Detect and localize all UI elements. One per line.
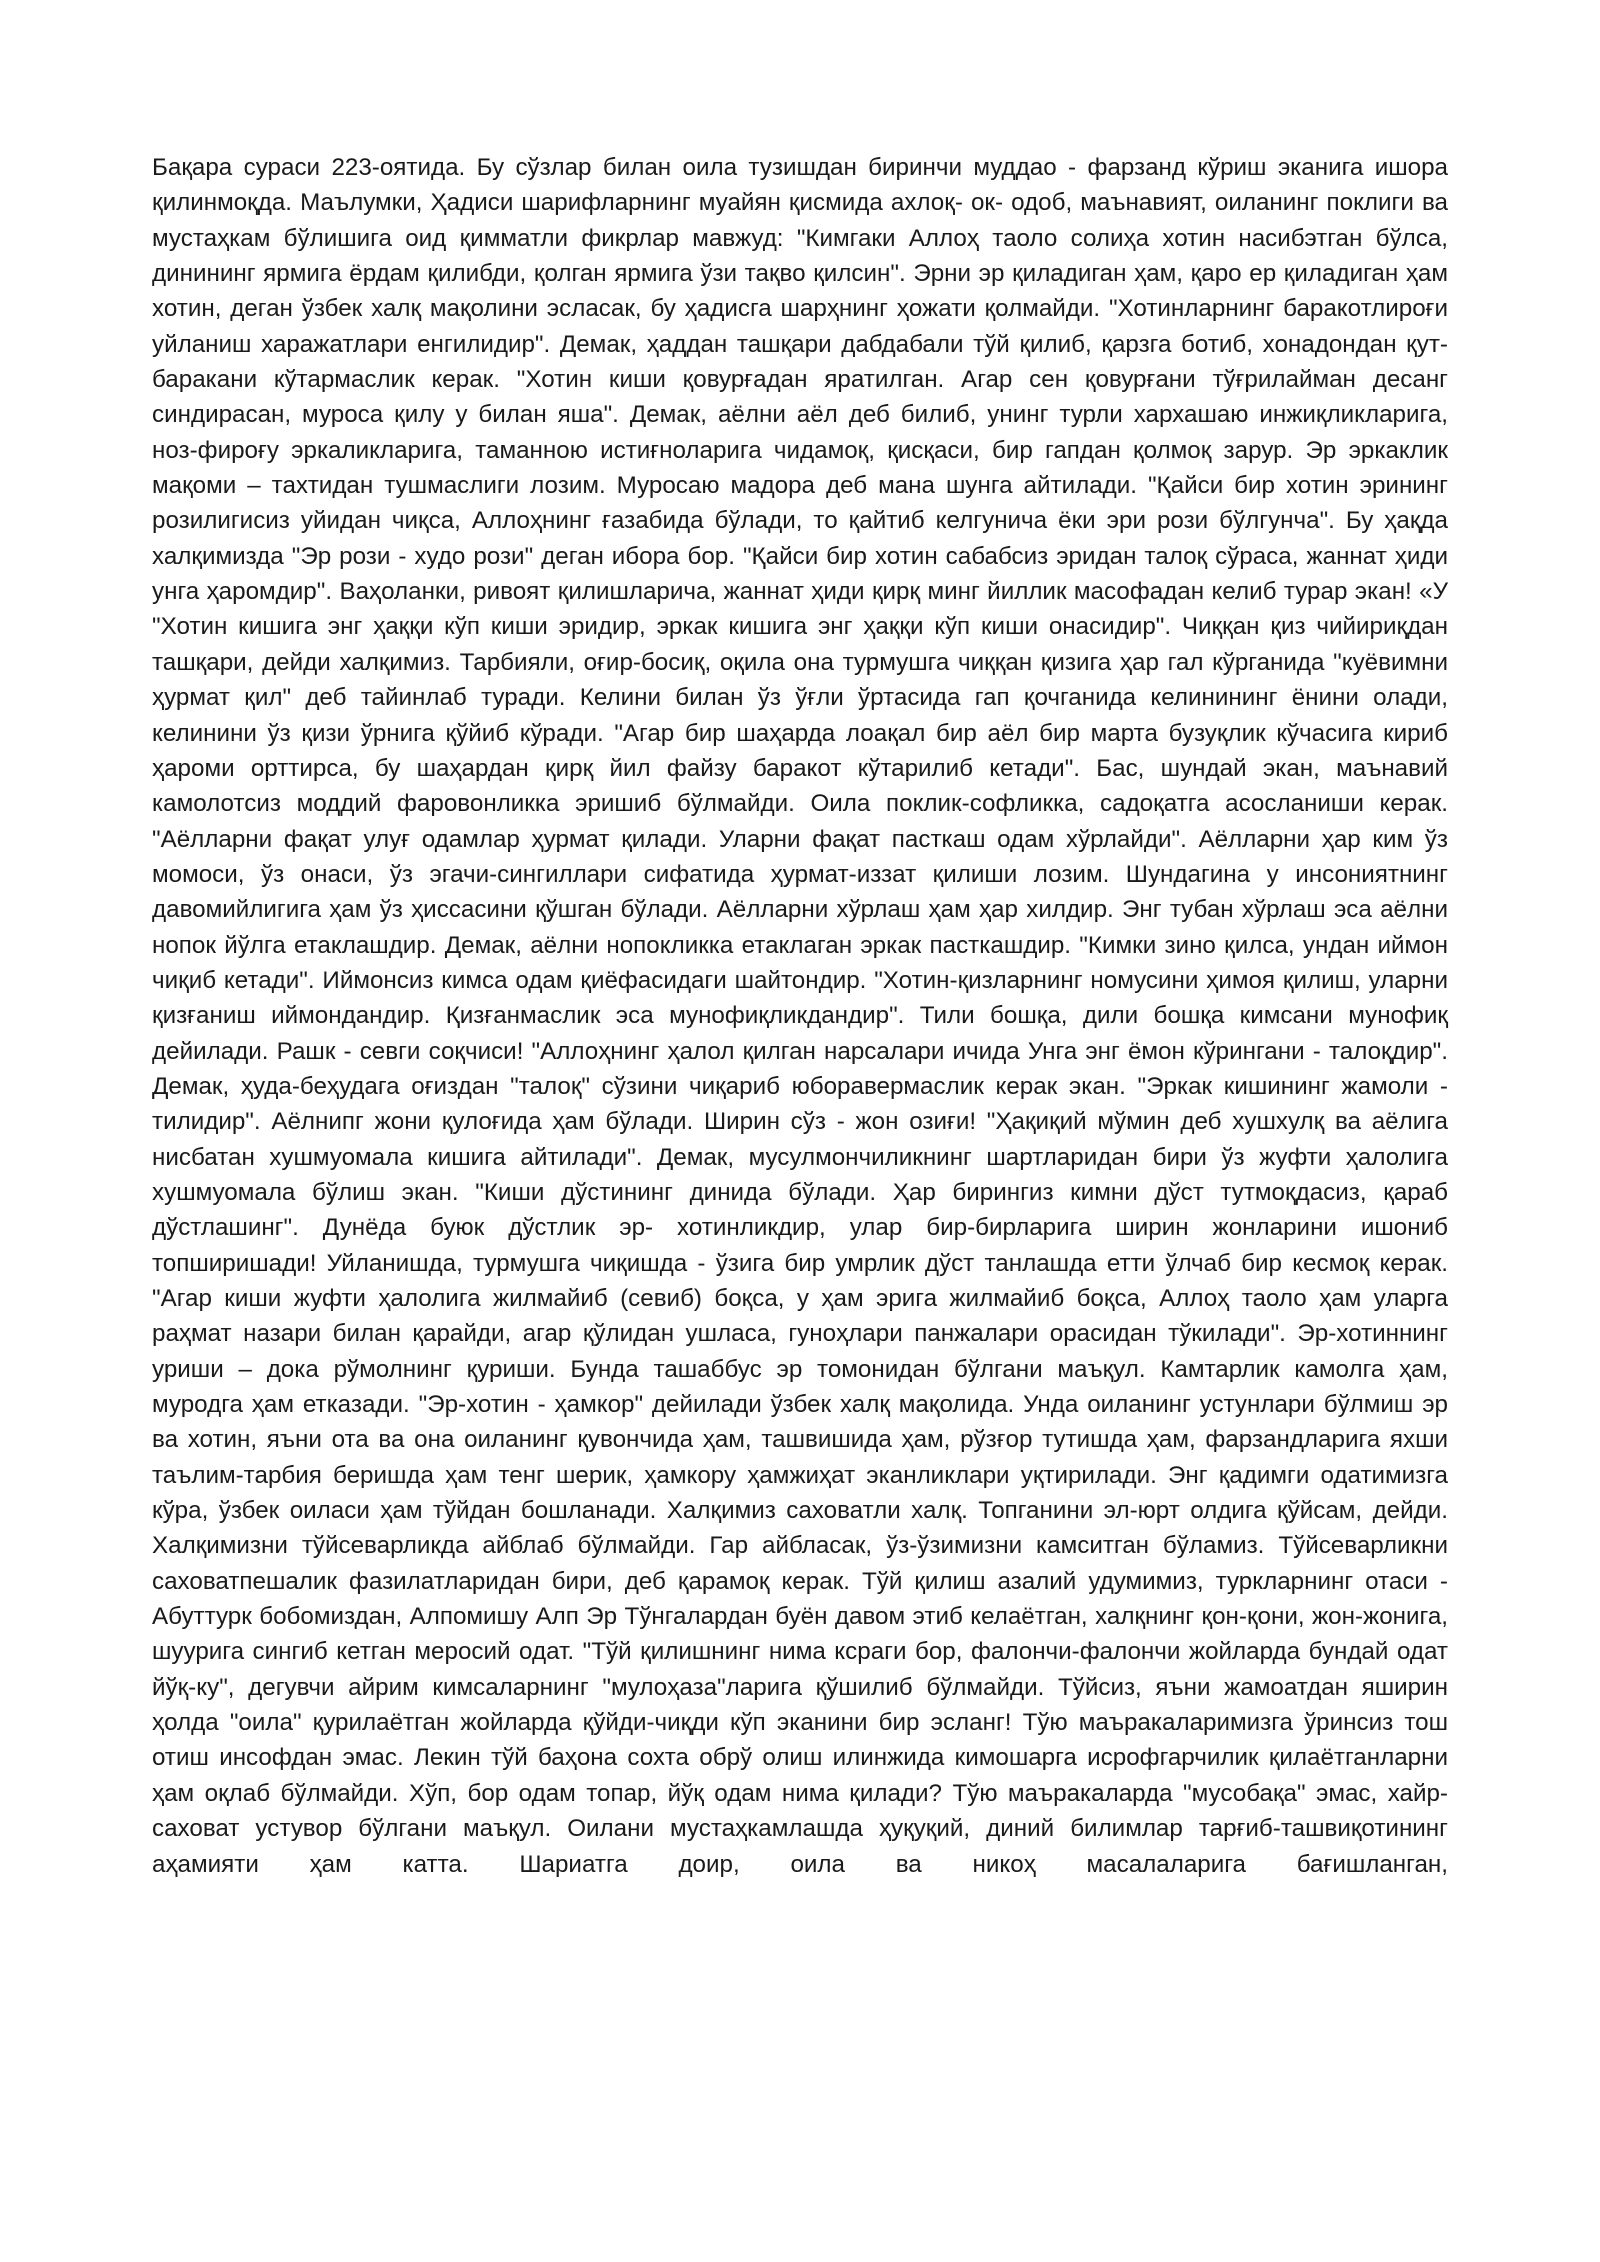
- body-paragraph: Бақара сураси 223-оятида. Бу сўзлар билан оила тузишдан биринчи муддао - фарзанд кўриш эканига ишора қилинмоқда. Маълумки, Ҳадиси шарифларнинг муайян қисмида ахлоқ- ок- одоб, маънавият, оиланинг поклиги ва мустаҳкам бўлишига оид қимматли фикрлар мавжуд: "Кимгаки Аллоҳ таоло солиҳа хотин насибэтган бўлса, динининг ярмига ёрдам қилибди, қолган ярмига ўзи тақво қилсин". Эрни эр қиладиган ҳам, қаро ер қиладиган ҳам хотин, деган ўзбек халқ мақолини эсласак, бу ҳадисга шарҳнинг ҳожати қолмайди. "Хотинларнинг баракотлироғи уйланиш харажатлари енгилидир". Демак, ҳаддан ташқари дабдабали тўй қилиб, қарзга ботиб, хонадондан қут-баракани кўтармаслик керак. "Хотин киши қовурғадан яратилган. Агар сен қовурғани тўғрилайман десанг синдирасан, муроса қилу у билан яша". Демак, аёлни аёл деб билиб, унинг турли хархашаю инжиқликларига, ноз-фироғу эркаликларига, таманнoю истиғноларига чидамоқ, қисқаси, бир гапдан қолмоқ зарур. Эр эркаклик мақоми – тахтидан тушмаслиги лозим. Муросаю мадора деб мана шунга айтилади. "Қайси бир хотин эрининг розилигисиз уйидан чиқса, Аллоҳнинг ғазабида бўлади, то қайтиб келгунича ёки эри рози бўлгунча". Бу ҳақда халқимизда "Эр рози - худо рози" деган ибора бор. "Қайси бир хотин сабабсиз эридан талоқ сўраса, жаннат ҳиди унга ҳаромдир". Ваҳоланки, ривоят қилишларича, жаннат ҳиди қирқ минг йиллик масофадан келиб турар экан! «У "Хотин кишига энг ҳаққи кўп киши эридир, эркак кишига энг ҳаққи кўп киши онасидир". Чиққан қиз чийириқдан ташқари, дейди халқимиз. Тарбияли, оғир-босиқ, оқила она турмушга чиққан қизига ҳар гал кўрганида "куёвимни ҳурмат қил" деб тайинлаб туради. Келини билан ўз ўғли ўртасида гап қочганида келинининг ёнини олади, келинини ўз қизи ўрнига қўйиб кўради. "Агар бир шаҳарда лоақал бир аёл бир марта бузуқлик кўчасига кириб ҳароми орттирса, бу шаҳардан қирқ йил файзу баракот кўтарилиб кетади". Бас, шундай экан, маънавий камолотсиз моддий фаровонликка эришиб бўлмайди. Оила поклик-софликка, садоқатга асосланиши керак. "Аёлларни фақат улуғ одамлар ҳурмат қилади. Уларни фақат пасткаш одам хўрлайди". Аёлларни ҳар ким ўз момоси, ўз онаси, ўз эгачи-сингиллари сифатида ҳурмат-иззат қилиши лозим. Шундагина у инсониятнинг давомийлигига ҳам ўз ҳиссасини қўшган бўлади. Аёлларни хўрлаш ҳам ҳар хилдир. Энг тубан хўрлаш эса аёлни нопок йўлга етаклашдир. Демак, аёлни нопокликка етаклаган эркак пасткашдир. "Кимки зино қилса, ундан иймон чиқиб кетади". Иймонсиз кимса одам қиёфасидаги шайтондир. "Хотин-қизларнинг номусини ҳимоя қилиш, уларни қизғаниш иймондандир. Қизғанмаслик эса мунофиқликдандир". Тили бошқа, дили бошқа кимсани мунофиқ дейилади. Рашк - севги соқчиси! "Аллоҳнинг ҳалол қилган нарсалари ичида Унга энг ёмон кўрингани - талоқдир". Демак, ҳуда-беҳудага оғиздан "талоқ" сўзини чиқариб юборавермаслик керак экан. "Эркак кишининг жамоли - тилидир". Аёлнипг жони қулоғида ҳам бўлади. Ширин сўз - жон озиғи! "Ҳақиқий мўмин деб хушхулқ ва аёлига нисбатан хушмуомала кишига айтилади". Демак, мусулмончиликнинг шартларидан бири ўз жуфти ҳалолига хушмуомала бўлиш экан. "Киши дўстининг динида бўлади. Ҳар бирингиз кимни дўст тутмоқдасиз, қараб дўстлашинг". Дунёда буюк дўстлик эр- хотинликдир, улар бир-бирларига ширин жонларини ишониб топширишади! Уйланишда, турмушга чиқишда - ўзига бир умрлик дўст танлашда етти ўлчаб бир кесмоқ керак. "Агар киши жуфти ҳалолига жилмайиб (севиб) боқса, у ҳам эрига жилмайиб боқса, Аллоҳ таоло ҳам уларга раҳмат назари билан қарайди, агар қўлидан ушласа, гуноҳлари панжалари орасидан тўкилади". Эр-хотиннинг уриши – дока рўмолнинг қуриши. Бунда ташаббус эр томонидан бўлгани маъқул. Камтарлик камолга ҳам, муродга ҳам етказади. "Эр-хотин - ҳамкор" дейилади ўзбек халқ мақолида. Унда оиланинг устунлари бўлмиш эр ва хотин, яъни ота ва она оиланинг қувончида ҳам, ташвишида ҳам, рўзғор тутишда ҳам, фарзандларига яхши таълим-тарбия беришда ҳам тенг шерик, ҳамкору ҳамжиҳат эканликлари уқтирилади. Энг қадимги одатимизга кўра, ўзбек оиласи ҳам тўйдан бошланади. Халқимиз саховатли халқ. Топганини эл-юрт олдига қўйсам, дейди. Халқимизни тўйсеварликда айблаб бўлмайди. Гар айбласак, ўз-ўзимизни камситган бўламиз. Тўйсеварликни саховатпешалик фазилатларидан бири, деб қарамоқ керак. Тўй қилиш азалий удумимиз, туркларнинг отаси - Абуттурк бобомиздан, Алпомишу Алп Эр Тўнгалардан буён давом этиб келаётган, халқнинг қон-қони, жон-жонига, шуурига сингиб кетган меросий одат. "Тўй қилишнинг нима ксраги бор, фалончи-фалончи жойларда бундай одат йўқ-ку", дегувчи айрим кимсаларнинг "мулоҳаза"ларига қўшилиб бўлмайди. Тўйсиз, яъни жамоатдан яширин ҳолда "оила" қурилаётган жойларда қўйди-чиқди кўп эканини бир эсланг! Тўю маъракаларимизга ўринсиз тош отиш инсофдан эмас. Лекин тўй баҳона сохта обрў олиш илинжида кимошарга исрофгарчилик қилаётганларни ҳам оқлаб бўлмайди. Хўп, бор одам топар, йўқ одам нима қилади? Тўю маъракаларда "мусобақа" эмас, хайр-саховат устувор бўлгани маъқул. Оилани мустаҳкамлашда ҳуқуқий, диний билимлар тарғиб-ташвиқотининг аҳамияти ҳам катта. Шариатга доир, оила ва никоҳ масалаларига бағишланган,: [152, 154, 1448, 1878]
